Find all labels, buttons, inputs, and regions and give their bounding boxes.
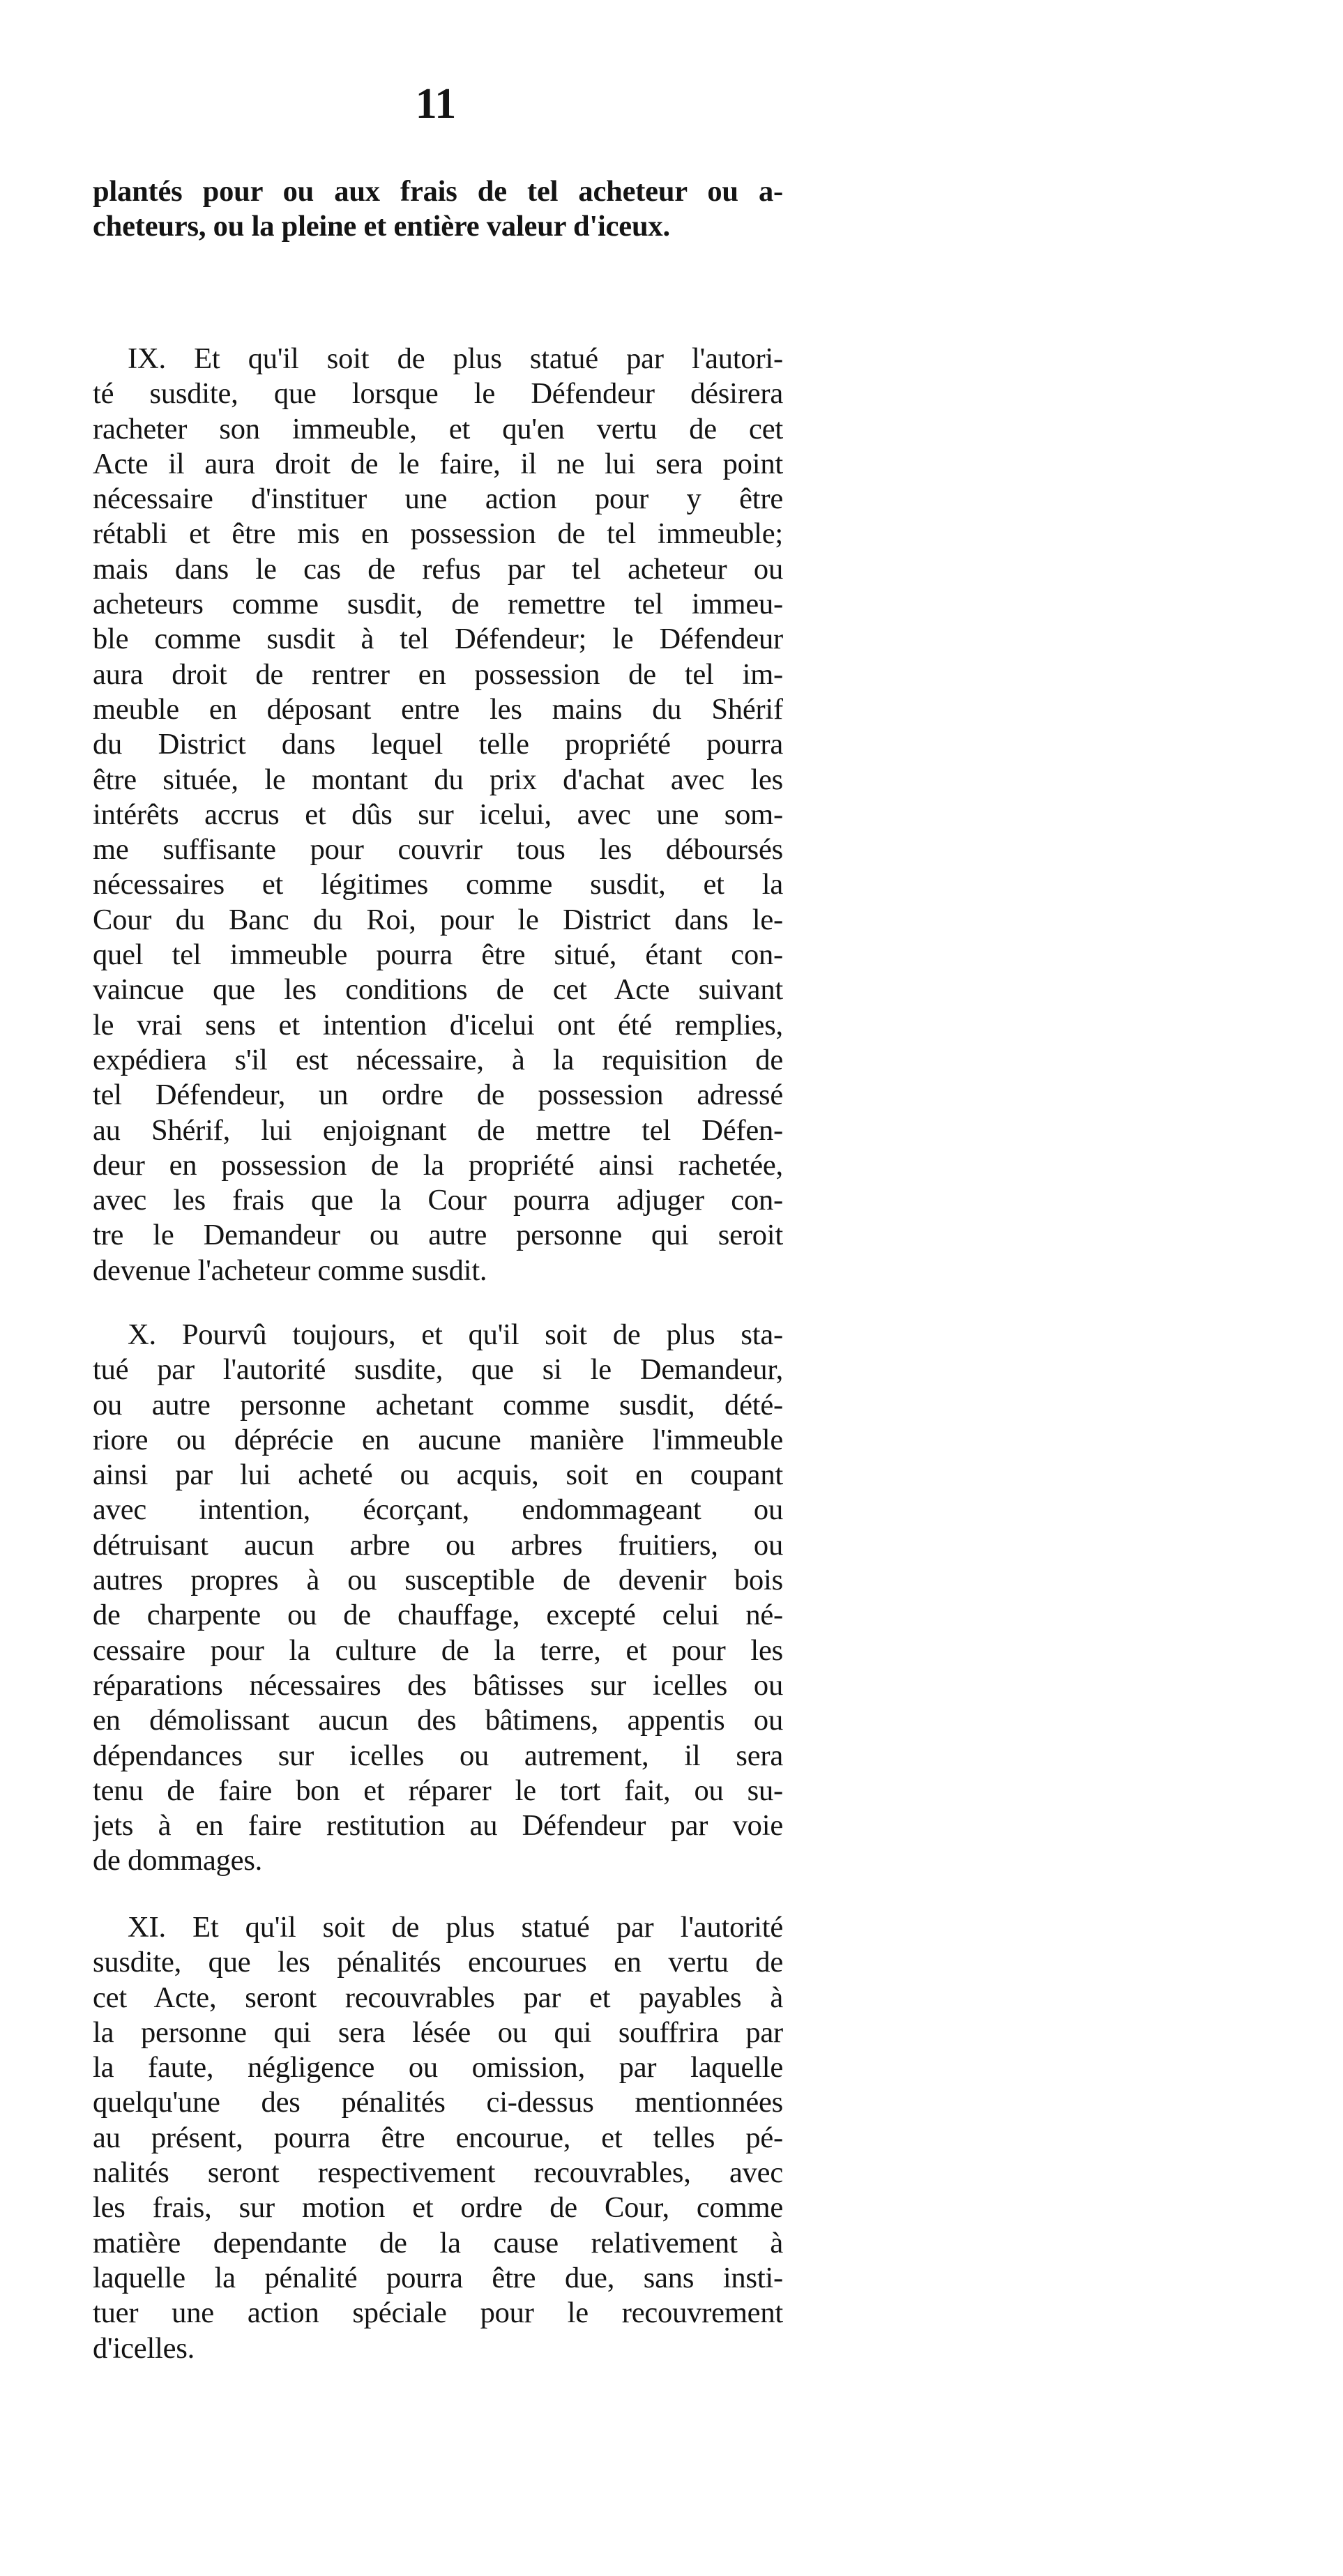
text-line: quel tel immeuble pourra être situé, étant con-: [93, 938, 783, 972]
text-line: avec intention, écorçant, endommageant ou: [93, 1493, 783, 1527]
text-line: rétabli et être mis en possession de tel immeuble;: [93, 517, 783, 551]
text-line: autres propres à ou susceptible de devenir bois: [93, 1564, 783, 1597]
text-line: détruisant aucun arbre ou arbres fruitiers, ou: [93, 1528, 783, 1562]
text-line: deur en possession de la propriété ainsi rachetée,: [93, 1148, 783, 1182]
text-line: le vrai sens et intention d'icelui ont été remplies,: [93, 1008, 783, 1042]
text-line: expédiera s'il est nécessaire, à la requisition de: [93, 1043, 783, 1076]
text-line: au présent, pourra être encourue, et telles pé-: [93, 2121, 783, 2154]
text-line: acheteurs comme susdit, de remettre tel immeu-: [93, 588, 783, 621]
text-line: être située, le montant du prix d'achat avec les: [93, 763, 783, 796]
text-line: réparations nécessaires des bâtisses sur icelles ou: [93, 1668, 783, 1702]
text-line: les frais, sur motion et ordre de Cour, comme: [93, 2191, 783, 2225]
text-line: aura droit de rentrer en possession de tel im-: [93, 657, 783, 691]
text-line: cessaire pour la culture de la terre, et pour les: [93, 1633, 783, 1667]
text-line: Acte il aura droit de le faire, il ne lui sera point: [93, 447, 783, 480]
text-line: intérêts accrus et dûs sur icelui, avec une som-: [93, 798, 783, 831]
text-line: en démolissant aucun des bâtimens, appentis ou: [93, 1704, 783, 1737]
text-line: la faute, négligence ou omission, par laquelle: [93, 2051, 783, 2085]
text-line: IX. Et qu'il soit de plus statué par l'autori-: [128, 342, 783, 375]
text-line: tel Défendeur, un ordre de possession adressé: [93, 1079, 783, 1112]
text-line: de charpente ou de chauffage, excepté celui né-: [93, 1599, 783, 1632]
page-number: 11: [415, 80, 457, 128]
text-line: tre le Demandeur ou autre personne qui seroit: [93, 1219, 783, 1252]
text-line: riore ou déprécie en aucune manière l'immeuble: [93, 1423, 783, 1456]
text-line: mais dans le cas de refus par tel acheteur ou: [93, 552, 783, 586]
text-line: devenue l'acheteur comme susdit.: [93, 1253, 487, 1287]
paragraph-x: [93, 1318, 783, 1879]
text-line: de dommages.: [93, 1844, 263, 1877]
text-line: cet Acte, seront recouvrables par et payables à: [93, 1981, 783, 2014]
text-line: ble comme susdit à tel Défendeur; le Défendeur: [93, 623, 783, 656]
text-line: la personne qui sera lésée ou qui souffrira par: [93, 2015, 783, 2049]
text-line: me suffisante pour couvrir tous les déboursés: [93, 833, 783, 867]
text-line: nécessaire d'instituer une action pour y être: [93, 482, 783, 516]
text-line: matière dependante de la cause relativement à: [93, 2226, 783, 2259]
text-line: du District dans lequel telle propriété pourra: [93, 728, 783, 761]
text-line: plantés pour ou aux frais de tel acheteur ou a-: [93, 175, 783, 208]
text-line: avec les frais que la Cour pourra adjuger con-: [93, 1184, 783, 1217]
text-line: Cour du Banc du Roi, pour le District dans le-: [93, 903, 783, 936]
text-line: racheter son immeuble, et qu'en vertu de cet: [93, 412, 783, 445]
text-line: quelqu'une des pénalités ci-dessus mentionnées: [93, 2086, 783, 2119]
text-line: nécessaires et légitimes comme susdit, et la: [93, 868, 783, 901]
text-line: X. Pourvû toujours, et qu'il soit de plus sta-: [128, 1318, 783, 1351]
text-line: meuble en déposant entre les mains du Shérif: [93, 692, 783, 726]
text-line: cheteurs, ou la pleine et entière valeur d'iceux.: [93, 210, 670, 243]
text-line: tué par l'autorité susdite, que si le Demandeur,: [93, 1353, 783, 1387]
text-line: au Shérif, lui enjoignant de mettre tel Défen-: [93, 1113, 783, 1147]
text-line: vaincue que les conditions de cet Acte suivant: [93, 973, 783, 1007]
text-line: ou autre personne achetant comme susdit, dété-: [93, 1388, 783, 1422]
paragraph-ix: [93, 342, 783, 1288]
text-line: nalités seront respectivement recouvrables, avec: [93, 2156, 783, 2190]
text-line: laquelle la pénalité pourra être due, sans insti-: [93, 2261, 783, 2294]
paragraph-xi: [93, 1910, 783, 2366]
text-line: d'icelles.: [93, 2331, 195, 2365]
text-line: tuer une action spéciale pour le recouvrement: [93, 2296, 783, 2330]
text-line: XI. Et qu'il soit de plus statué par l'autorité: [128, 1911, 783, 1944]
text-line: té susdite, que lorsque le Défendeur désirera: [93, 377, 783, 411]
continuation-text: [93, 174, 783, 245]
text-line: jets à en faire restitution au Défendeur par voie: [93, 1809, 783, 1843]
text-line: dépendances sur icelles ou autrement, il sera: [93, 1739, 783, 1772]
text-line: tenu de faire bon et réparer le tort fait, ou su-: [93, 1774, 783, 1807]
text-line: ainsi par lui acheté ou acquis, soit en coupant: [93, 1458, 783, 1492]
text-line: susdite, que les pénalités encourues en vertu de: [93, 1946, 783, 1979]
